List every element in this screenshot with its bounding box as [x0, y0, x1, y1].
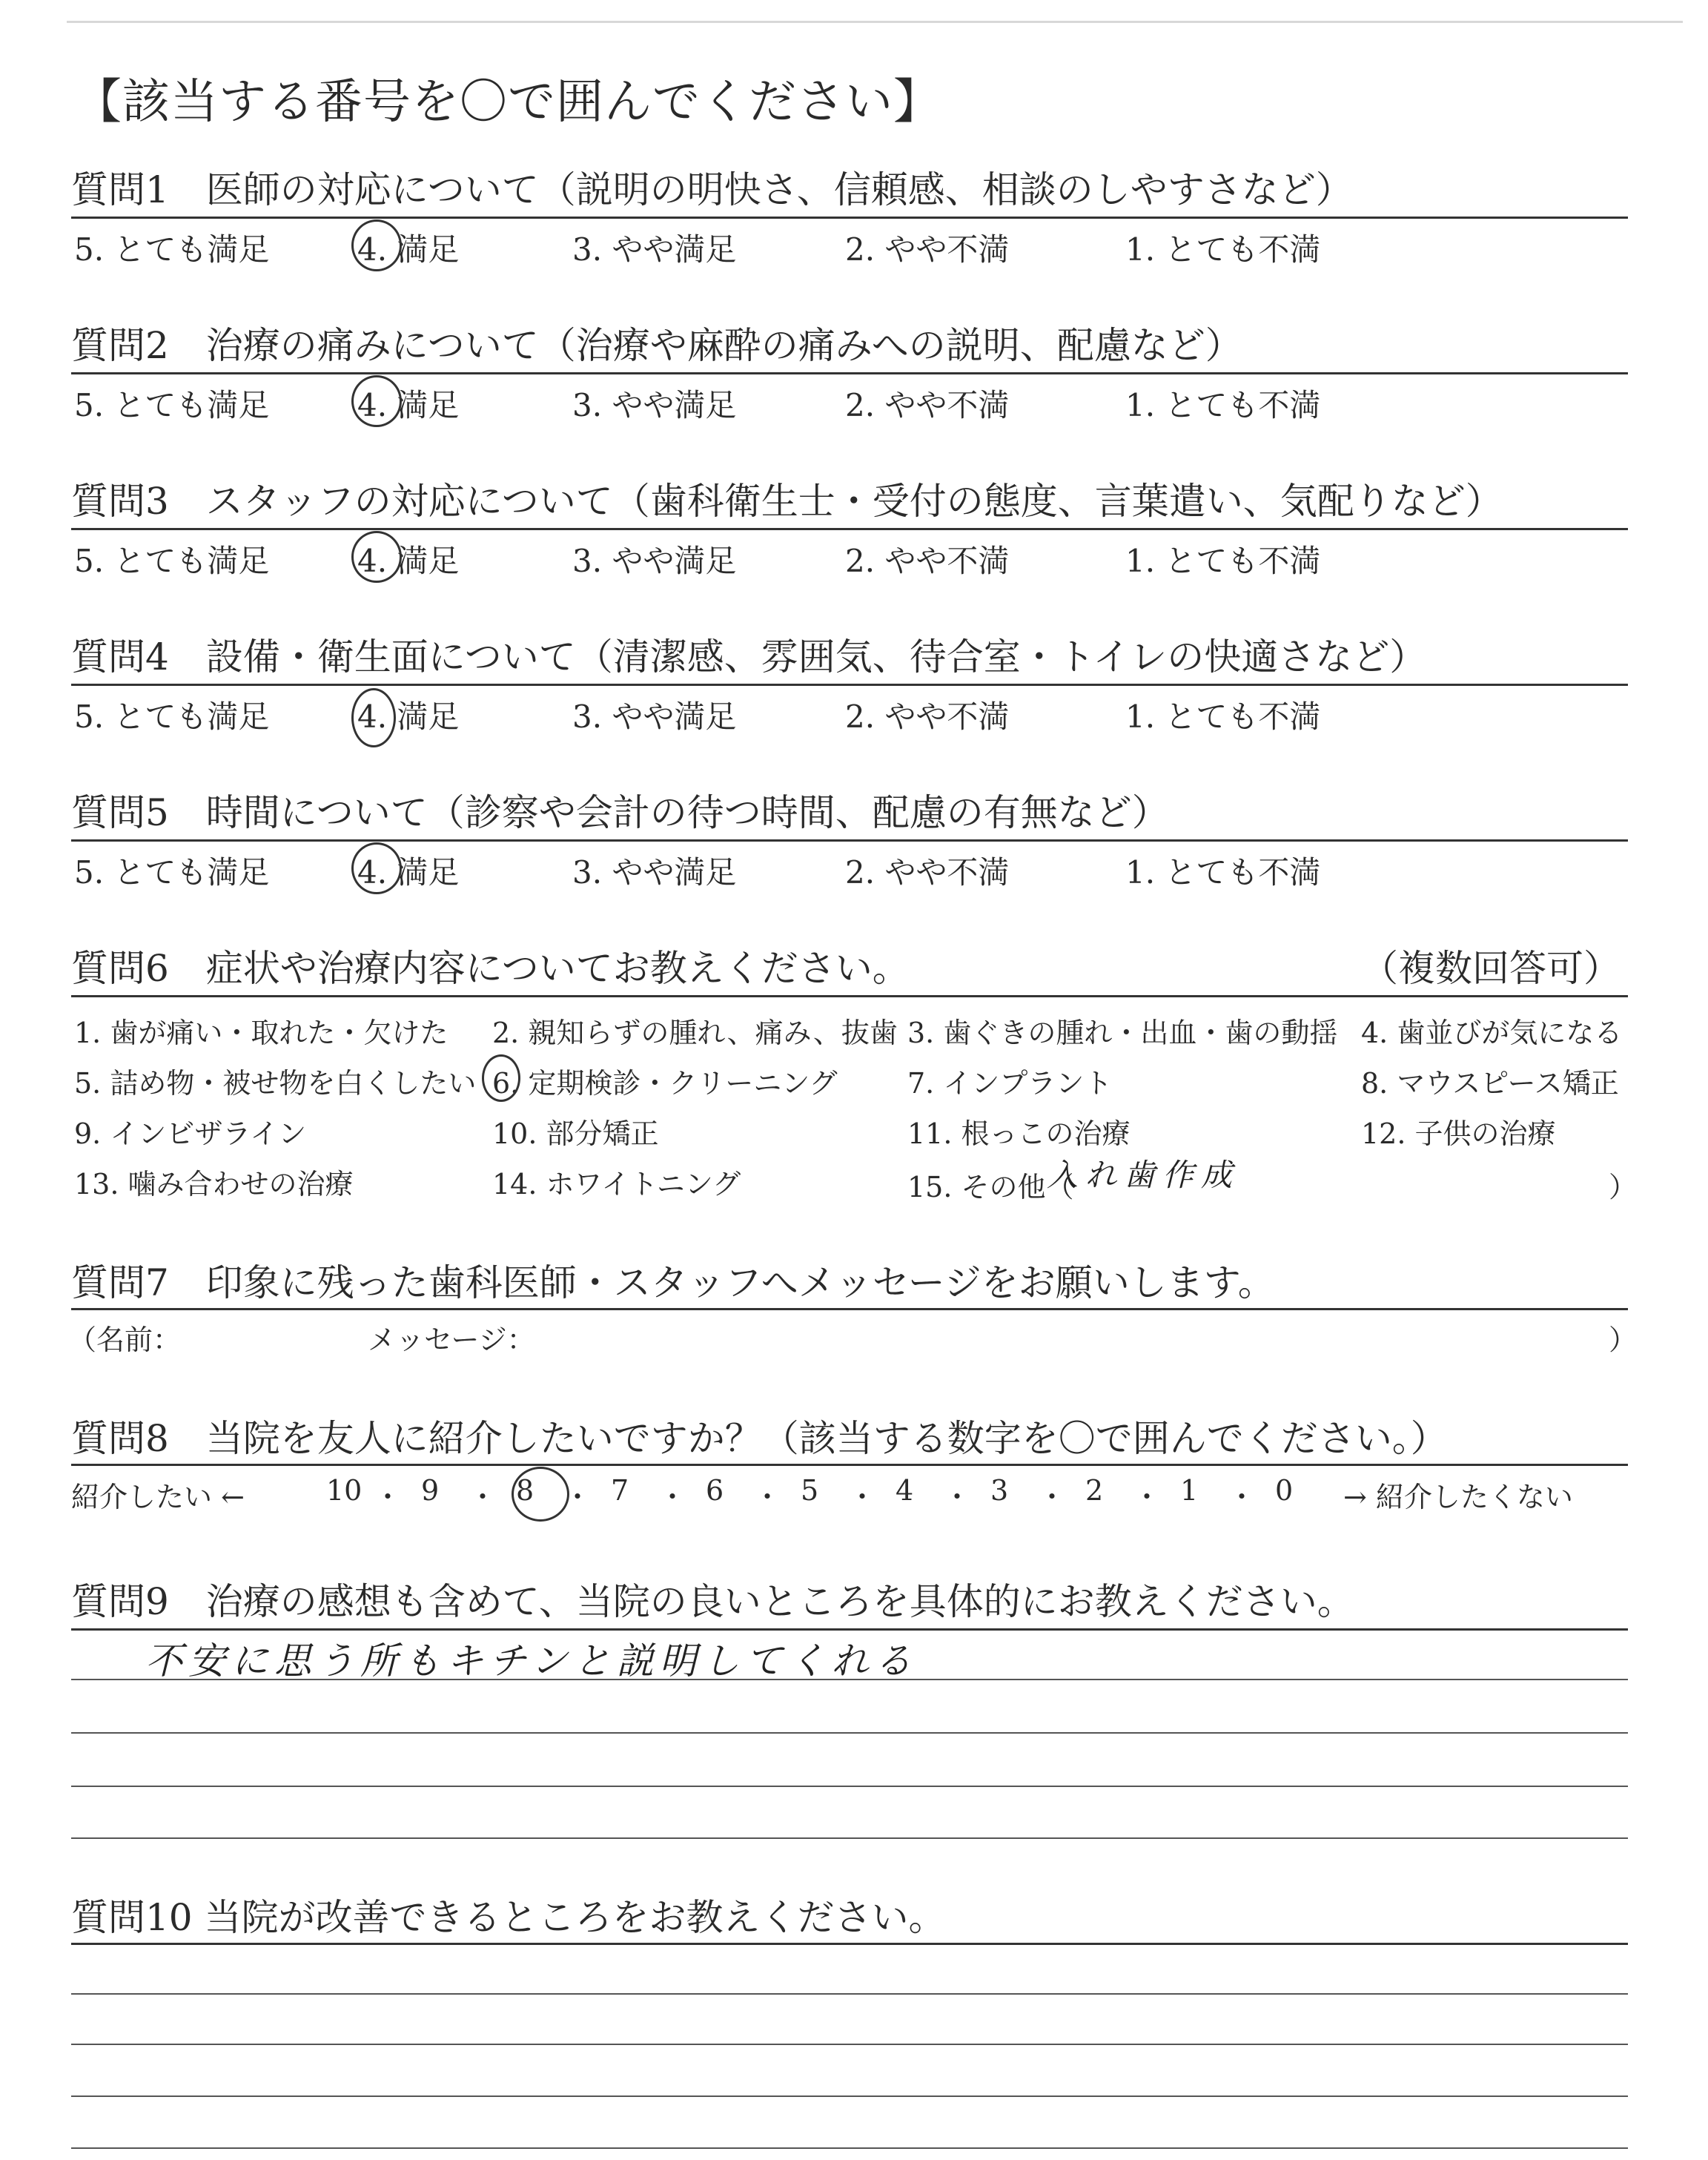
name-label: （名前： [68, 1324, 182, 1356]
q2-option-2: 2. やや不満 [845, 387, 1010, 423]
recommend-label-right: → 紹介したくない [1343, 1481, 1573, 1513]
symptom-6: 6. 定期検診・クリーニング [492, 1067, 838, 1100]
question-8: 質問8 当院を友人に紹介したいですか？（該当する数字を〇で囲んでください。） [71, 1417, 1448, 1460]
answer-line-5 [71, 1993, 1628, 1995]
q5-option-5: 5. とても満足 [74, 854, 270, 891]
page-title: 【該当する番号を〇で囲んでください】 [74, 75, 941, 130]
q5-option-4: 4. 満足 [357, 854, 460, 891]
question-8-rule [71, 1464, 1628, 1466]
scale-separator: ・ [753, 1481, 782, 1513]
scale-separator: ・ [943, 1481, 972, 1513]
answer-line-7 [71, 2095, 1628, 2097]
q1-option-2: 2. やや不満 [845, 231, 1010, 268]
recommend-label-left: 紹介したい ← [71, 1481, 245, 1513]
question-3-rule [71, 528, 1628, 530]
symptom-8: 8. マウスピース矯正 [1361, 1067, 1619, 1100]
question-6: 質問6 症状や治療内容についてお教えください。 [71, 947, 910, 990]
q2-option-1: 1. とても不満 [1125, 387, 1321, 423]
symptom-15: 15. その他（ [907, 1171, 1074, 1203]
q4-option-4: 4. 満足 [357, 698, 460, 735]
answer-line-3 [71, 1786, 1628, 1787]
scale-value-1: 1 [1180, 1474, 1199, 1507]
answer-line-2 [71, 1732, 1628, 1734]
scale-value-2: 2 [1085, 1474, 1104, 1507]
question-7: 質問7 印象に残った歯科医師・スタッフへメッセージをお願いします。 [71, 1261, 1275, 1304]
scale-separator: ・ [848, 1481, 877, 1513]
scale-separator: ・ [469, 1481, 497, 1513]
q3-option-2: 2. やや不満 [845, 543, 1010, 579]
scan-top-edge [67, 21, 1683, 23]
q3-selected-circle [351, 531, 402, 583]
symptom-10: 10. 部分矯正 [492, 1117, 659, 1150]
message-close-paren: ） [1609, 1324, 1638, 1356]
q2-selected-circle [351, 375, 402, 427]
answer-line-1 [71, 1679, 1628, 1680]
q1-option-3: 3. やや満足 [572, 231, 737, 268]
symptom-4: 4. 歯並びが気になる [1361, 1017, 1623, 1049]
question-5: 質問5 時間について（診察や会計の待つ時間、配慮の有無など） [71, 791, 1169, 834]
symptom-1: 1. 歯が痛い・取れた・欠けた [74, 1017, 448, 1049]
question-7-rule [71, 1308, 1628, 1310]
question-9: 質問9 治療の感想も含めて、当院の良いところを具体的にお教えください。 [71, 1580, 1354, 1623]
scale-value-8: 8 [516, 1474, 534, 1507]
scale-value-10: 10 [326, 1474, 363, 1507]
question-10-rule [71, 1943, 1628, 1945]
symptom-15-close-paren: ） [1609, 1171, 1638, 1203]
message-label: メッセージ： [368, 1324, 535, 1356]
symptom-2: 2. 親知らずの腫れ、痛み、抜歯 [492, 1017, 898, 1049]
q1-option-4: 4. 満足 [357, 231, 460, 268]
q5-option-3: 3. やや満足 [572, 854, 737, 891]
question-2-rule [71, 372, 1628, 374]
symptom-5: 5. 詰め物・被せ物を白くしたい [74, 1067, 477, 1100]
q3-option-3: 3. やや満足 [572, 543, 737, 579]
answer-line-6 [71, 2044, 1628, 2045]
q5-option-2: 2. やや不満 [845, 854, 1010, 891]
question-9-rule [71, 1628, 1628, 1631]
question-10: 質問10 当院が改善できるところをお教えください。 [71, 1896, 946, 1939]
q1-selected-circle [351, 219, 402, 271]
symptom-15-other-handwritten: 入れ歯作成 [1047, 1157, 1240, 1193]
scale-separator: ・ [658, 1481, 687, 1513]
scale-value-3: 3 [990, 1474, 1009, 1507]
answer-line-8 [71, 2147, 1628, 2149]
scale-separator: ・ [374, 1481, 403, 1513]
q3-option-5: 5. とても満足 [74, 543, 270, 579]
symptom-12: 12. 子供の治療 [1361, 1117, 1556, 1150]
scale-value-6: 6 [706, 1474, 724, 1507]
question-6-rule [71, 995, 1628, 997]
symptom-6-selected-circle [482, 1054, 520, 1102]
q3-option-1: 1. とても不満 [1125, 543, 1321, 579]
scale-value-4: 4 [896, 1474, 914, 1507]
q5-selected-circle [351, 842, 402, 894]
scale-value-5: 5 [801, 1474, 819, 1507]
symptom-13: 13. 噛み合わせの治療 [74, 1168, 354, 1200]
q9-handwritten-answer: 不安に思う所もキチンと説明してくれる [145, 1639, 918, 1682]
question-1-rule [71, 217, 1628, 219]
scale-value-9: 9 [421, 1474, 440, 1507]
question-1: 質問1 医師の対応について（説明の明快さ、信頼感、相談のしやすさなど） [71, 168, 1353, 211]
scale-value-7: 7 [611, 1474, 629, 1507]
question-6-note: （複数回答可） [1361, 947, 1621, 990]
scale-separator: ・ [1133, 1481, 1162, 1513]
q2-option-3: 3. やや満足 [572, 387, 737, 423]
q4-option-2: 2. やや不満 [845, 698, 1010, 735]
q5-option-1: 1. とても不満 [1125, 854, 1321, 891]
answer-line-4 [71, 1837, 1628, 1839]
q4-selected-circle [351, 688, 396, 747]
scale-separator: ・ [563, 1481, 592, 1513]
q3-option-4: 4. 満足 [357, 543, 460, 579]
q1-option-1: 1. とても不満 [1125, 231, 1321, 268]
symptom-9: 9. インビザライン [74, 1117, 307, 1150]
q1-option-5: 5. とても満足 [74, 231, 270, 268]
scale-separator: ・ [1038, 1481, 1067, 1513]
q4-option-5: 5. とても満足 [74, 698, 270, 735]
recommend-selected-circle [512, 1467, 569, 1522]
symptom-7: 7. インプラント [907, 1067, 1113, 1100]
q2-option-5: 5. とても満足 [74, 387, 270, 423]
scale-separator: ・ [1228, 1481, 1257, 1513]
question-5-rule [71, 839, 1628, 842]
scale-value-0: 0 [1275, 1474, 1294, 1507]
question-4: 質問4 設備・衛生面について（清潔感、雰囲気、待合室・トイレの快適さなど） [71, 635, 1427, 678]
q2-option-4: 4. 満足 [357, 387, 460, 423]
question-3: 質問3 スタッフの対応について（歯科衛生士・受付の態度、言葉遣い、気配りなど） [71, 480, 1503, 523]
symptom-14: 14. ホワイトニング [492, 1168, 741, 1200]
question-2: 質問2 治療の痛みについて（治療や麻酔の痛みへの説明、配慮など） [71, 324, 1242, 367]
q4-option-3: 3. やや満足 [572, 698, 737, 735]
question-4-rule [71, 684, 1628, 686]
symptom-11: 11. 根っこの治療 [907, 1117, 1131, 1150]
symptom-3: 3. 歯ぐきの腫れ・出血・歯の動揺 [907, 1017, 1338, 1049]
q4-option-1: 1. とても不満 [1125, 698, 1321, 735]
